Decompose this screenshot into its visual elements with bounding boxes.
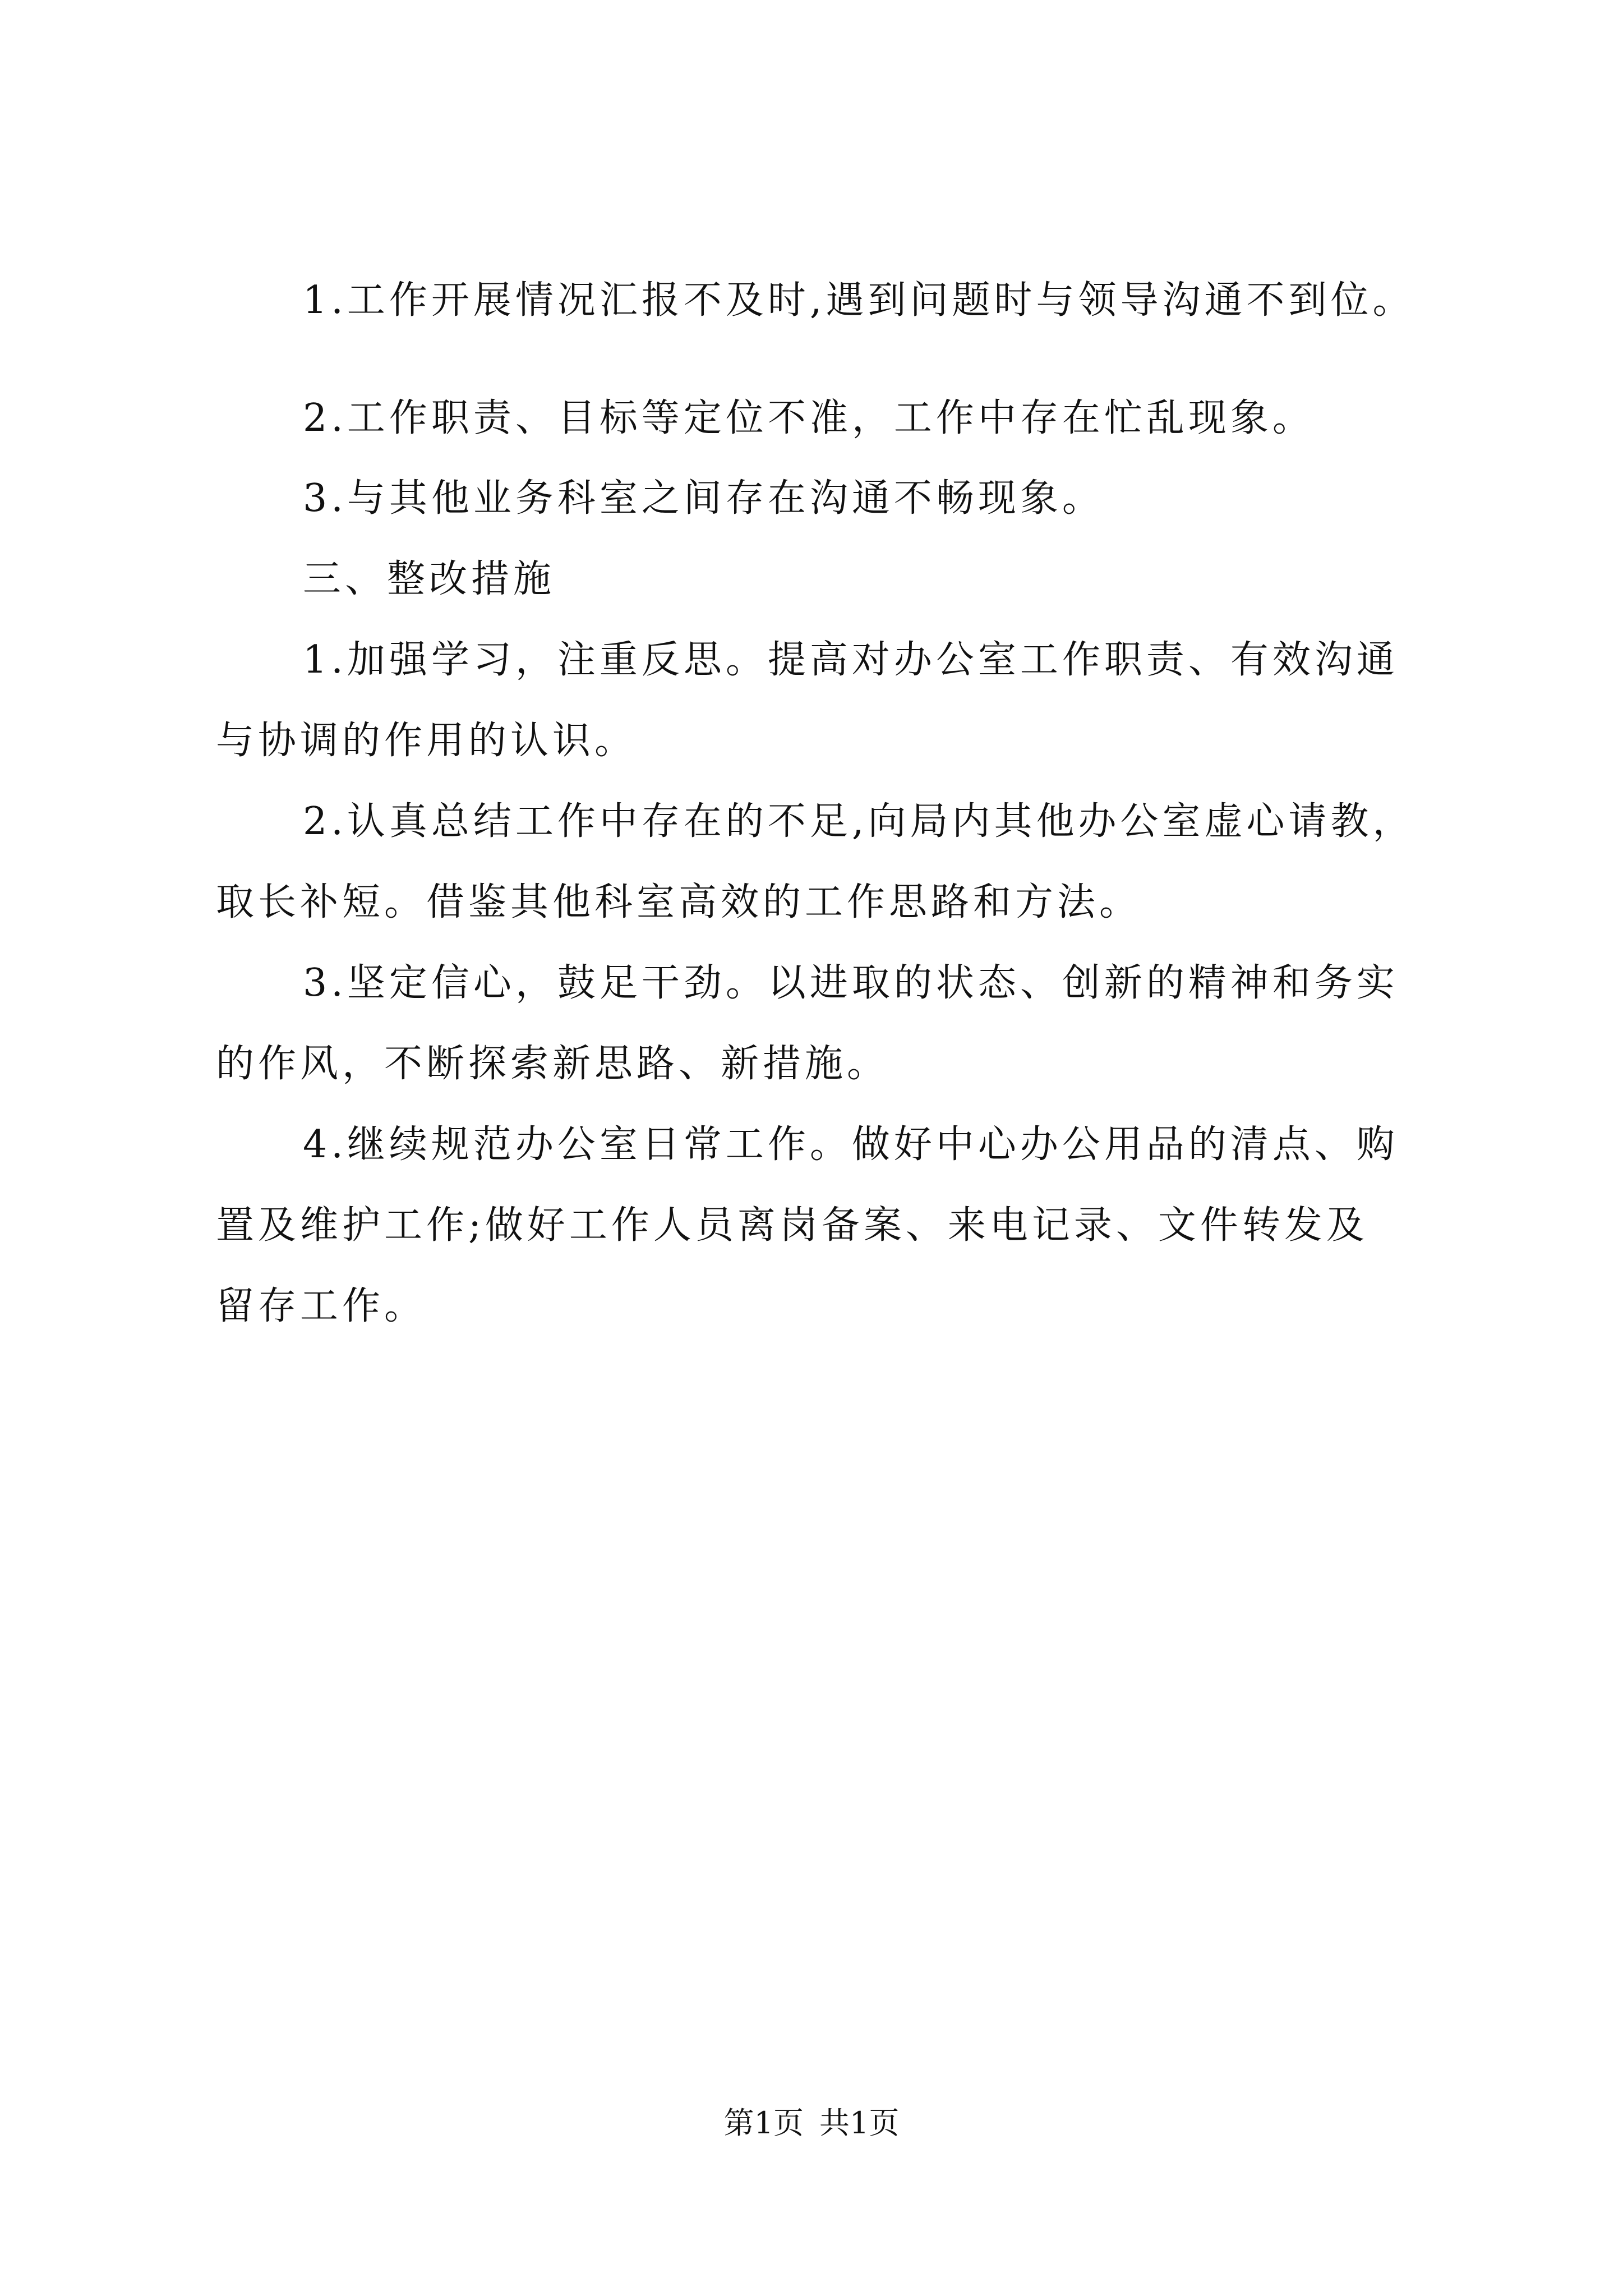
- page-total: 共1页: [819, 2105, 900, 2141]
- paragraph-6-line-2: 取长补短。借鉴其他科室高效的工作思路和方法。: [216, 880, 1142, 924]
- paragraph-7-line-2: 的作风，不断探索新思路、新措施。: [216, 1042, 889, 1086]
- paragraph-1-line-1: 1.工作开展情况汇报不及时,遇到问题时与领导沟通不到位。: [303, 278, 1415, 323]
- paragraph-8-line-1: 4.继续规范办公室日常工作。做好中心办公用品的清点、购: [303, 1122, 1399, 1167]
- paragraph-2-line-1: 2.工作职责、目标等定位不准，工作中存在忙乱现象。: [303, 396, 1315, 440]
- paragraph-7-line-1: 3.坚定信心，鼓足干劲。以进取的状态、创新的精神和务实: [303, 961, 1399, 1005]
- paragraph-3-line-1: 3.与其他业务科室之间存在沟通不畅现象。: [303, 476, 1104, 521]
- paragraph-6-line-1: 2.认真总结工作中存在的不足,向局内其他办公室虚心请教，: [303, 799, 1415, 844]
- paragraph-5-line-2: 与协调的作用的认识。: [216, 719, 637, 763]
- page-footer: [0, 2105, 1623, 2141]
- page-number: 第1页: [723, 2105, 804, 2141]
- section-heading: 三、整改措施: [303, 557, 556, 601]
- paragraph-8-line-3: 留存工作。: [216, 1284, 427, 1328]
- paragraph-5-line-1: 1.加强学习，注重反思。提高对办公室工作职责、有效沟通: [303, 638, 1399, 682]
- paragraph-8-line-2: 置及维护工作;做好工作人员离岗备案、来电记录、文件转发及: [216, 1203, 1368, 1248]
